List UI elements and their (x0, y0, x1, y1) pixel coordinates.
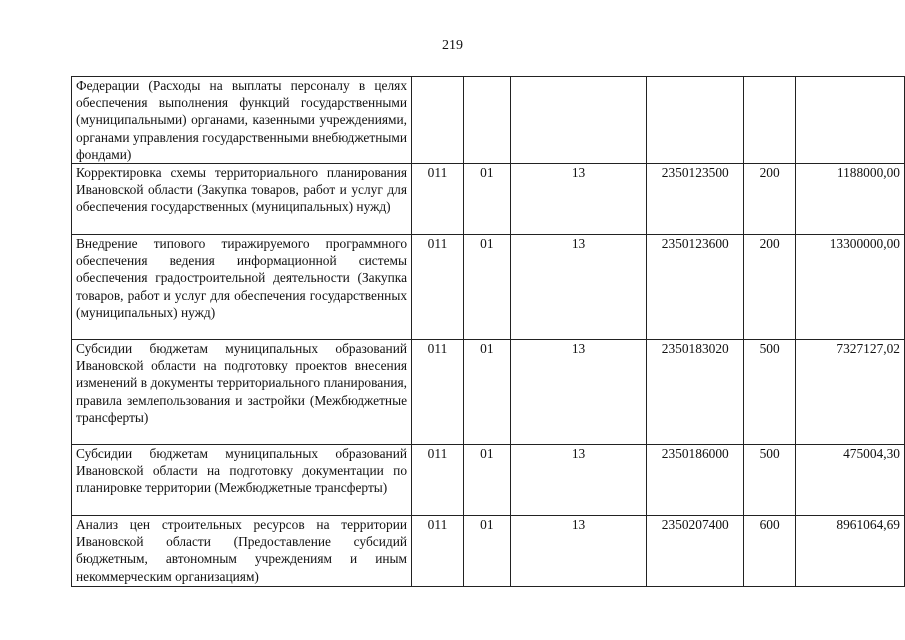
target-article-code: 2350123500 (647, 164, 744, 235)
amount (796, 77, 905, 164)
subsection-code: 13 (510, 516, 646, 587)
table-row (72, 445, 905, 516)
amount: 7327127,02 (796, 340, 905, 445)
amount: 13300000,00 (796, 235, 905, 340)
row-description: Субсидии бюджетам муниципальных образований Ивановской области на подготовку проектов внесения изменений в документы территориального планирования, правила землепользования и застройки (Межбюджетные трансферты) (72, 340, 412, 445)
grbs-code: 011 (412, 516, 464, 587)
subsection-code: 13 (510, 445, 646, 516)
grbs-code: 011 (412, 235, 464, 340)
table-row (72, 516, 905, 587)
section-code (463, 77, 510, 164)
section-code: 01 (463, 235, 510, 340)
subsection-code: 13 (510, 235, 646, 340)
target-article-code: 2350207400 (647, 516, 744, 587)
grbs-code: 011 (412, 340, 464, 445)
target-article-code: 2350123600 (647, 235, 744, 340)
amount: 1188000,00 (796, 164, 905, 235)
table-row (72, 164, 905, 235)
row-description: Анализ цен строительных ресурсов на территории Ивановской области (Предоставление субсидий бюджетным, автономным учреждениям и иным некоммерческим организациям) (72, 516, 412, 587)
grbs-code: 011 (412, 164, 464, 235)
expense-type-code: 500 (744, 340, 796, 445)
row-description: Субсидии бюджетам муниципальных образований Ивановской области на подготовку документации по планировке территории (Межбюджетные трансферты) (72, 445, 412, 516)
target-article-code: 2350186000 (647, 445, 744, 516)
page-number: 219 (442, 38, 463, 53)
section-code: 01 (463, 164, 510, 235)
budget-table (71, 76, 905, 587)
expense-type-code: 600 (744, 516, 796, 587)
grbs-code (412, 77, 464, 164)
table-row (72, 340, 905, 445)
expense-type-code: 200 (744, 164, 796, 235)
target-article-code (647, 77, 744, 164)
row-description: Федерации (Расходы на выплаты персоналу в целях обеспечения выполнения функций государственными (муниципальными) органами, казенными учреждениями, органами управления государственными внебюджетными фондами) (72, 77, 412, 164)
expense-type-code: 500 (744, 445, 796, 516)
grbs-code: 011 (412, 445, 464, 516)
row-description: Внедрение типового тиражируемого программного обеспечения ведения информационной системы обеспечения градостроительной деятельности (Закупка товаров, работ и услуг для обеспечения государственных (муниципальных) нужд) (72, 235, 412, 340)
target-article-code: 2350183020 (647, 340, 744, 445)
section-code: 01 (463, 340, 510, 445)
row-description: Корректировка схемы территориального планирования Ивановской области (Закупка товаров, работ и услуг для обеспечения государственных (муниципальных) нужд) (72, 164, 412, 235)
subsection-code: 13 (510, 164, 646, 235)
expense-type-code (744, 77, 796, 164)
table-row (72, 235, 905, 340)
section-code: 01 (463, 445, 510, 516)
amount: 475004,30 (796, 445, 905, 516)
expense-type-code: 200 (744, 235, 796, 340)
subsection-code (510, 77, 646, 164)
amount: 8961064,69 (796, 516, 905, 587)
subsection-code: 13 (510, 340, 646, 445)
table-row (72, 77, 905, 164)
section-code: 01 (463, 516, 510, 587)
